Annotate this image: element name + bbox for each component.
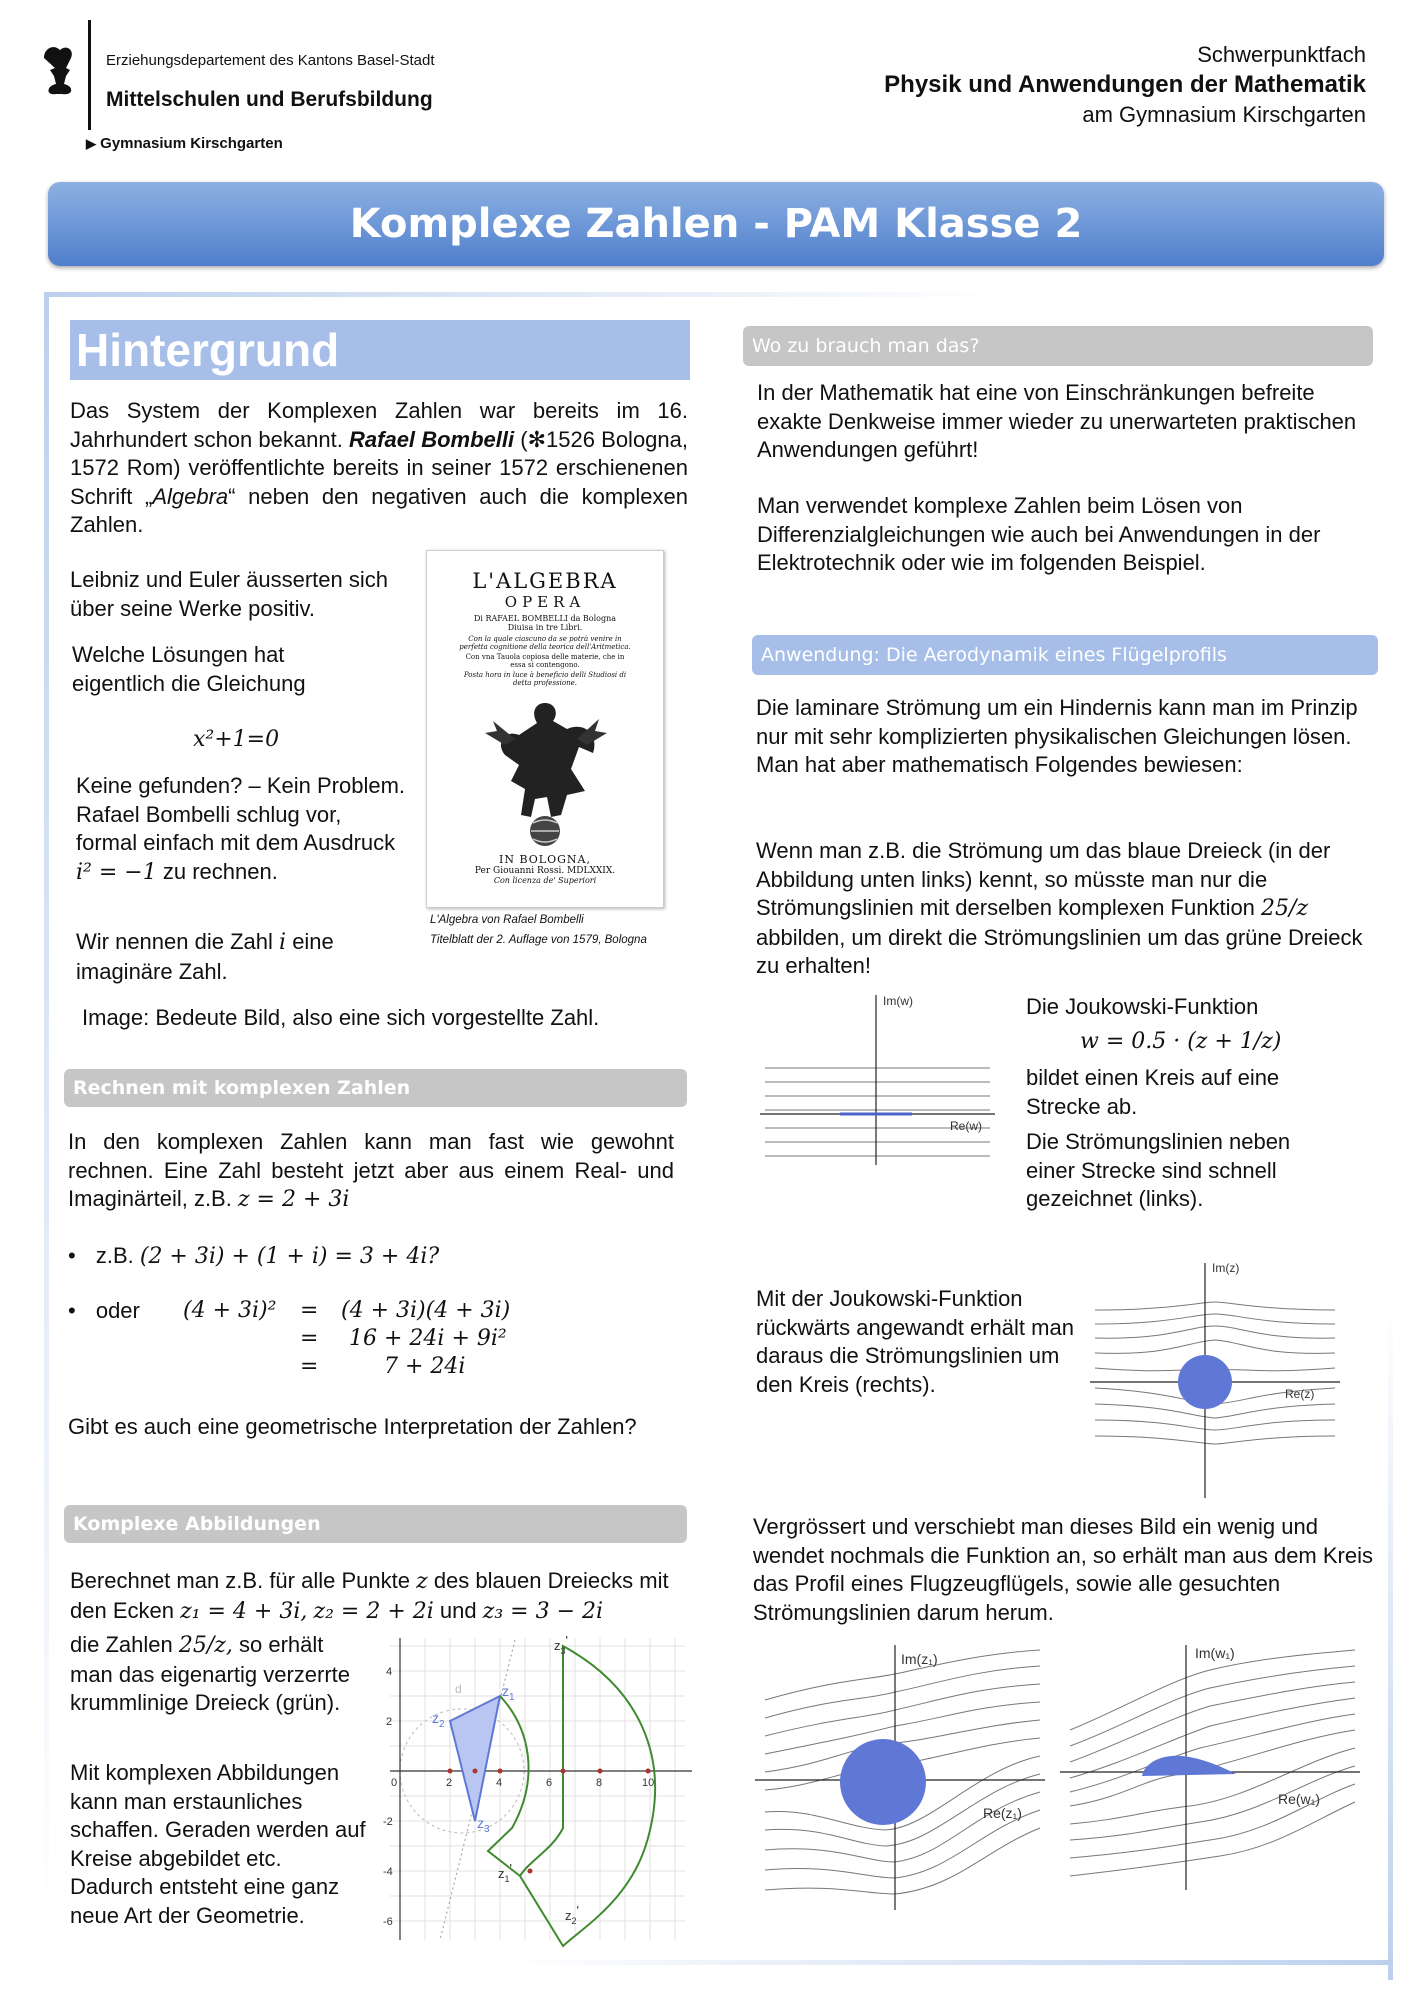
abb-p1-b: des blauen Dreiecks mit den Ecken	[70, 1568, 669, 1623]
hintergrund-p5	[76, 928, 376, 986]
hintergrund-intro	[70, 397, 688, 540]
hintergrund-p6: Image: Bedeute Bild, also eine sich vorgestellte Zahl.	[82, 1005, 600, 1030]
p5-a: Wir nennen die Zahl	[76, 929, 273, 954]
w-plane-streamlines	[765, 1068, 990, 1156]
subject-line2: Physik und Anwendungen der Mathematik	[884, 71, 1366, 98]
abb-p1-a: Berechnet man z.B. für alle Punkte	[70, 1568, 410, 1593]
w-plane-im-label: Im(w)	[883, 994, 913, 1008]
book-line3: Di RAFAEL BOMBELLI da Bologna	[473, 614, 616, 623]
abb-p1-und: und	[439, 1597, 477, 1623]
abbildungen-p2	[70, 1631, 365, 1718]
z1-plane-re-label: Re(z₁)	[983, 1805, 1022, 1821]
book-bottom3: Con licenza de' Superiori	[493, 876, 597, 885]
w1-plane-figure	[1060, 1640, 1360, 1890]
frame-right	[1388, 1300, 1393, 1980]
bullet2-r2: 16 + 24i + 9i²	[349, 1326, 507, 1351]
hintergrund-equation: x²+1=0	[193, 727, 280, 752]
book-title-page	[426, 550, 664, 908]
ytick-4: 4	[386, 1666, 393, 1678]
bullet2-prefix: oder	[95, 1298, 140, 1323]
z-plane-re-label: Re(z)	[1285, 1387, 1315, 1401]
p4-a: Keine gefunden? – Kein Problem. Rafael Bombelli schlug vor, formal einfach mit dem Ausdruck	[76, 773, 406, 855]
label-z1-sub: 1	[509, 1692, 515, 1703]
anw-p2-expr: 25/z	[1261, 896, 1309, 921]
label-z1p-base: z	[498, 1866, 505, 1881]
joukowski-back: Mit der Joukowski-Funktion rückwärts angewandt erhält man daraus die Strömungslinien um den Kreis (rechts).	[756, 1286, 1074, 1397]
mapping-plot	[380, 1628, 700, 1948]
bullet2-eq1: =	[300, 1298, 319, 1323]
label-z1p-prime: '	[509, 1861, 512, 1876]
label-z3	[477, 1815, 490, 1835]
w1-plane-streamlines	[1070, 1650, 1355, 1876]
hintergrund-p4	[76, 772, 406, 887]
page-title: Komplexe Zahlen - PAM Klasse 2	[48, 182, 1384, 266]
hintergrund-p2: Leibniz und Euler äusserten sich über seine Werke positiv.	[70, 567, 388, 621]
section-title-wozu: Wo zu brauch man das?	[743, 326, 1373, 366]
label-z2-base: z	[432, 1710, 439, 1726]
intro-b: (✻1526 Bologna, 1572 Rom) veröffentlichte bereits in seiner 1572 erschienenen Schrift „	[70, 426, 688, 509]
book-bottom1: IN BOLOGNA,	[499, 853, 591, 866]
abb-p1-z: z	[416, 1569, 428, 1594]
joukowski-p3: Die Strömungslinien neben einer Strecke sind schnell gezeichnet (links).	[1026, 1129, 1291, 1211]
label-z3p-sub: 3	[560, 1646, 566, 1656]
w-plane-re-label: Re(w)	[950, 1119, 982, 1133]
header-school	[86, 135, 283, 152]
xtick-8: 8	[596, 1777, 603, 1789]
logo-area	[30, 20, 92, 135]
xtick-4: 4	[496, 1777, 503, 1789]
xtick-10: 10	[642, 1777, 655, 1789]
abb-p1-z3: z₃ = 3 − 2i	[482, 1598, 604, 1624]
anwendung-final: Vergrössert und verschiebt man dieses Bild ein wenig und wendet nochmals die Funktion an, so erhält man aus dem Kreis das Profil eines Flugzeugflügels, sowie alle gesuchten Strömungslinien darum herum.	[753, 1514, 1373, 1625]
anw-p2-a: Wenn man z.B. die Strömung um das blaue Dreieck (in der Abbildung unten links) kennt, so müsste man nur die Strömungslinien mit derselben komplexen Funktion	[756, 838, 1331, 920]
header-subject	[884, 42, 1366, 128]
section-title-hintergrund: Hintergrund	[70, 320, 690, 380]
p5-b: eine imaginäre Zahl.	[76, 929, 334, 984]
plot-grid	[390, 1638, 685, 1940]
bullet2-r3: 7 + 24i	[384, 1354, 466, 1379]
abb-p1-z2: z₂ = 2 + 2i	[313, 1598, 434, 1624]
book-caption-1: L'Algebra von Rafael Bombelli	[430, 914, 584, 926]
w1-plane-re-label: Re(w₁)	[1278, 1791, 1321, 1807]
xtick-6: 6	[546, 1777, 553, 1789]
label-z2-sub: 2	[439, 1719, 445, 1730]
label-z3-sub: 3	[484, 1824, 490, 1835]
label-z3-prime	[554, 1633, 568, 1656]
subject-line1: Schwerpunktfach	[1197, 42, 1366, 67]
book-mercury-illustration	[475, 691, 615, 849]
rechnen-p1-expr: z = 2 + 3i	[237, 1187, 350, 1212]
header-dept: Erziehungsdepartement des Kantons Basel-Stadt	[106, 52, 435, 69]
abb-p2-expr: 25/z,	[178, 1633, 233, 1658]
triangle-right-icon: ▶	[86, 136, 96, 151]
p5-i: i	[279, 930, 287, 955]
wozu-p1: In der Mathematik hat eine von Einschränkungen befreite exakte Denkweise immer wieder zu unerwarteten praktischen Anwendungen geführt!	[757, 380, 1357, 462]
label-z1-base: z	[502, 1683, 509, 1699]
header-school-label: Gymnasium Kirschgarten	[100, 135, 283, 152]
anw-p2-b: abbilden, um direkt die Strömungslinien um das grüne Dreieck zu erhalten!	[756, 924, 1363, 978]
joukowski-p1: Die Joukowski-Funktion	[1026, 994, 1259, 1019]
basel-staff-icon	[30, 20, 92, 135]
plot-point-labels	[432, 1633, 579, 1926]
rechnen-bullet-1	[68, 1242, 439, 1272]
bullet1-prefix: z.B.	[95, 1243, 134, 1268]
rechnen-end: Gibt es auch eine geometrische Interpretation der Zahlen?	[68, 1414, 637, 1439]
book-line1: L'ALGEBRA	[472, 569, 618, 593]
intro-algebra: Algebra	[152, 483, 229, 509]
frame-bottom	[500, 1960, 1393, 1965]
book-line6: Con vna Tauola copiosa delle materie, che in essa si contengono.	[465, 653, 625, 669]
plot-blue-triangle	[450, 1696, 503, 1821]
joukowski-expr: w = 0.5 · (z + 1/z)	[1080, 1029, 1282, 1054]
rechnen-p1	[68, 1128, 674, 1215]
w1-plane-im-label: Im(w₁)	[1195, 1645, 1235, 1661]
section-title-abbildungen: Komplexe Abbildungen	[64, 1505, 687, 1543]
frame-top	[44, 292, 1004, 297]
ytick-2: 2	[386, 1716, 393, 1728]
w-plane-figure	[760, 990, 995, 1165]
z1-plane-disk	[840, 1739, 926, 1825]
book-line2: OPERA	[504, 593, 586, 611]
rechnen-p1-a: In den komplexen Zahlen kann man fast wie gewohnt rechnen. Eine Zahl besteht jetzt aber aus einem Real- und Imaginärteil, z.B.	[68, 1129, 674, 1211]
intro-a: Das System der Komplexen Zahlen war bereits im 16. Jahrhundert schon bekannt.	[70, 398, 688, 452]
w1-plane-wing-profile	[1142, 1756, 1236, 1776]
intro-name: Rafael Bombelli	[349, 426, 515, 452]
abb-p2-a: die Zahlen	[70, 1632, 173, 1657]
ytick-m2: -2	[383, 1816, 393, 1828]
label-z1p-sub: 1	[504, 1874, 510, 1884]
plot-ytick-labels	[383, 1666, 393, 1928]
z1-plane-im-label: Im(z₁)	[901, 1651, 938, 1667]
p4-expr: i² = −1	[76, 859, 157, 885]
wozu-p2: Man verwendet komplexe Zahlen beim Lösen von Differenzialgleichungen wie auch bei Anwendungen in der Elektrotechnik oder wie im folgenden Beispiel.	[757, 493, 1321, 575]
z-plane-figure	[1090, 1258, 1340, 1498]
xtick-0: 0	[391, 1777, 398, 1789]
ytick-m6: -6	[383, 1916, 393, 1928]
z1-plane-figure	[755, 1640, 1045, 1910]
book-line4: Diuisa in tre Libri.	[507, 623, 583, 632]
bullet-dot: •	[68, 1298, 76, 1323]
label-d: d	[455, 1682, 462, 1696]
abb-p2-b: so erhält man das eigenartig verzerrte krummlinige Dreieck (grün).	[70, 1632, 351, 1715]
label-z2p-sub: 2	[571, 1916, 577, 1926]
z-plane-disk	[1178, 1355, 1232, 1409]
bullet1-expr: (2 + 3i) + (1 + i) = 3 + 4i?	[139, 1244, 440, 1269]
xtick-2: 2	[446, 1777, 453, 1789]
book-line5: Con la quale ciascuno da se potrà venire in perfetta cognitione della teorica dell'Aritmetica.	[459, 635, 631, 651]
rechnen-bullet-2	[68, 1297, 140, 1326]
label-z2p-base: z	[565, 1908, 572, 1923]
bullet2-lhs: (4 + 3i)²	[183, 1298, 277, 1323]
frame-left	[44, 292, 49, 1942]
ytick-m4: -4	[383, 1866, 393, 1878]
section-title-anwendung: Anwendung: Die Aerodynamik eines Flügelprofils	[752, 635, 1378, 675]
section-title-rechnen: Rechnen mit komplexen Zahlen	[64, 1069, 687, 1107]
subject-line3: am Gymnasium Kirschgarten	[1082, 102, 1366, 127]
bullet2-eq3: =	[300, 1354, 319, 1379]
anwendung-p2	[756, 837, 1376, 981]
label-z2-prime	[565, 1903, 579, 1926]
label-z3p-prime: '	[565, 1633, 568, 1648]
intro-c: “ neben den negativen auch die komplexen Zahlen.	[70, 483, 688, 537]
bullet2-r1: (4 + 3i)(4 + 3i)	[341, 1298, 511, 1323]
hintergrund-p3: Welche Lösungen hat eigentlich die Gleichung	[72, 642, 306, 696]
z-plane-im-label: Im(z)	[1212, 1261, 1240, 1275]
bullet2-eq2: =	[300, 1326, 319, 1351]
anwendung-p1: Die laminare Strömung um ein Hindernis kann man im Prinzip nur mit sehr komplizierten physikalischen Gleichungen lösen. Man hat aber mathematisch Folgendes bewiesen:	[756, 695, 1358, 777]
label-z3p-base: z	[554, 1638, 561, 1653]
abbildungen-p3: Mit komplexen Abbildungen kann man erstaunliches schaffen. Geraden werden auf Kreise abgebildet etc. Dadurch entsteht eine ganz neue Art der Geometrie.	[70, 1760, 366, 1928]
abb-p1-z1: z₁ = 4 + 3i,	[180, 1598, 308, 1624]
label-z2	[432, 1710, 445, 1730]
book-line7: Posta hora in luce à beneficio delli Studiosi di detta professione.	[463, 671, 627, 687]
book-bottom2: Per Giouanni Rossi. MDLXXIX.	[474, 866, 616, 876]
abbildungen-p1	[70, 1567, 680, 1626]
label-z2p-prime: '	[576, 1903, 579, 1918]
book-caption-2: Titelblatt der 2. Auflage von 1579, Bologna	[430, 934, 647, 946]
p4-b: zu rechnen.	[162, 858, 278, 884]
header-division: Mittelschulen und Berufsbildung	[106, 88, 433, 111]
joukowski-p2: bildet einen Kreis auf eine Strecke ab.	[1026, 1065, 1280, 1119]
label-z3-base: z	[477, 1815, 484, 1831]
bullet-dot: •	[68, 1243, 76, 1268]
